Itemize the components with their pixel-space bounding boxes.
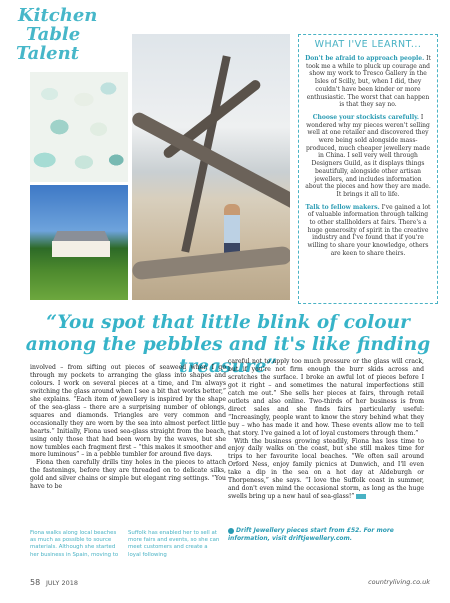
info-icon xyxy=(228,528,234,534)
logo-line-3: Talent xyxy=(16,43,80,64)
sidebar-title: WHAT I'VE LEARNT... xyxy=(314,39,422,50)
beach-photo xyxy=(132,34,290,300)
sidebar-item-lead: Don't be afraid to approach people. xyxy=(305,55,425,62)
sidebar-item xyxy=(305,114,431,199)
sea-glass-photo xyxy=(30,72,128,182)
logo-line-1: Kitchen xyxy=(18,5,98,26)
photo-caption: Suffolk has enabled her to sell at more fairs and events, so she can meet customers and create a loyal following xyxy=(128,530,220,558)
what-ive-learnt-box xyxy=(298,34,438,304)
house-body xyxy=(52,241,110,257)
sidebar-item-lead: Talk to fellow makers. xyxy=(305,203,380,211)
credit-text: Drift Jewellery pieces start from £52. For more information, visit driftjewellery.com. xyxy=(228,527,394,542)
website: countryliving.co.uk xyxy=(368,578,430,586)
credit-line xyxy=(228,527,428,543)
page-number: 58 xyxy=(30,578,41,587)
photo-caption: Fiona walks along local beaches as much as possible to source materials. Although she started her business in Spain, moving to xyxy=(30,530,119,558)
logo-line-2: Table xyxy=(26,24,81,45)
body-paragraph: involved – from sifting out pieces of seaweed when I go through my pockets to arranging the glass into shapes and colours. I work on several pieces at a time, and I'm always switching the glass around when I see a bit that works better,” she explains. “Each item of jewellery is inspired by the shape of the sea-glass – there are a surprising number of oblongs, squares and diamonds. Triangles are very common and occasionally they are worn by the sea into almost perfect little hearts.” Initially, Fiona used sea-glass straight from the beach, using only those that had been worn by the waves, but she now tumbles each fragment first – “this makes it smoother and more luminous” – in a pebble tumbler for around five days. xyxy=(30,364,226,459)
issue-date: JULY 2018 xyxy=(46,579,79,587)
sidebar-item-text: I wondered why my pieces weren't selling well at one retailer and discovered they were being sold alongside mass-produced, much cheaper jewellery made in China. I sell very well through Designers Guild, as it displays things beautifully, alongside other artisan jewellers, and includes information about the pieces and how they are made. It brings it all to life. xyxy=(305,113,431,198)
section-logo xyxy=(14,6,109,76)
body-paragraph-text: With the business growing steadily, Fiona has less time to enjoy daily walks on the coast, but she still makes time for trips to her favourite local beaches. “We often sail around Orford Ness, enjoy family picnics at Dunwich, and I'll even take a dip in the sea on a hot day at Aldeburgh or Thorpeness,” she says. “I love the Suffolk coast in summer, and don't even mind the occasional storm, as long as the huge swells bring up a new haul of sea-glass!” xyxy=(228,437,424,501)
end-mark-icon xyxy=(356,494,366,499)
driftwood-log-front xyxy=(132,246,290,281)
body-paragraph xyxy=(228,438,424,502)
house-photo xyxy=(30,185,128,300)
body-paragraph: Fiona then carefully drills tiny holes in the pieces to attach the fastenings, before they are threaded on to delicate silks, gold and silver chains or simple but elegant ring settings. “You have to be xyxy=(30,459,226,491)
sidebar-item xyxy=(305,204,431,258)
sidebar-item-text: It took me a while to pluck up courage and show my work to Tresco Gallery in the Isles of Scilly, but, when I did, they couldn't have been kinder or more enthusiastic. The worst that can happen is that they say no. xyxy=(305,55,431,109)
sidebar-item xyxy=(305,55,431,109)
body-column-1 xyxy=(30,364,226,491)
sidebar-item-lead: Choose your stockists carefully. xyxy=(312,113,419,121)
body-column-2 xyxy=(228,358,424,501)
body-paragraph: careful not to apply too much pressure or the glass will crack, but if you're not firm enough the burr skids across and scratches the surface. I broke an awful lot of pieces before I got it right – and sometimes the natural imperfections still catch me out.” She sells her pieces at fairs, through retail outlets and also online. Two-thirds of her business is from direct sales and she finds fairs particularly useful: “Increasingly, people want to know the story behind what they buy – who has made it and how. These events allow me to tell that story. I've gained a lot of loyal customers through them.” xyxy=(228,358,424,437)
sidebar-item-text: I've gained a lot of valuable information through talking to other stallholders at fairs. There's a huge generosity of spirit in the creative industry and I've found that if you're willing to share your knowledge, others are keen to share theirs. xyxy=(307,203,431,257)
pull-quote: “You spot that little blink of colour among the pebbles and it's like finding treasure” xyxy=(25,312,431,377)
